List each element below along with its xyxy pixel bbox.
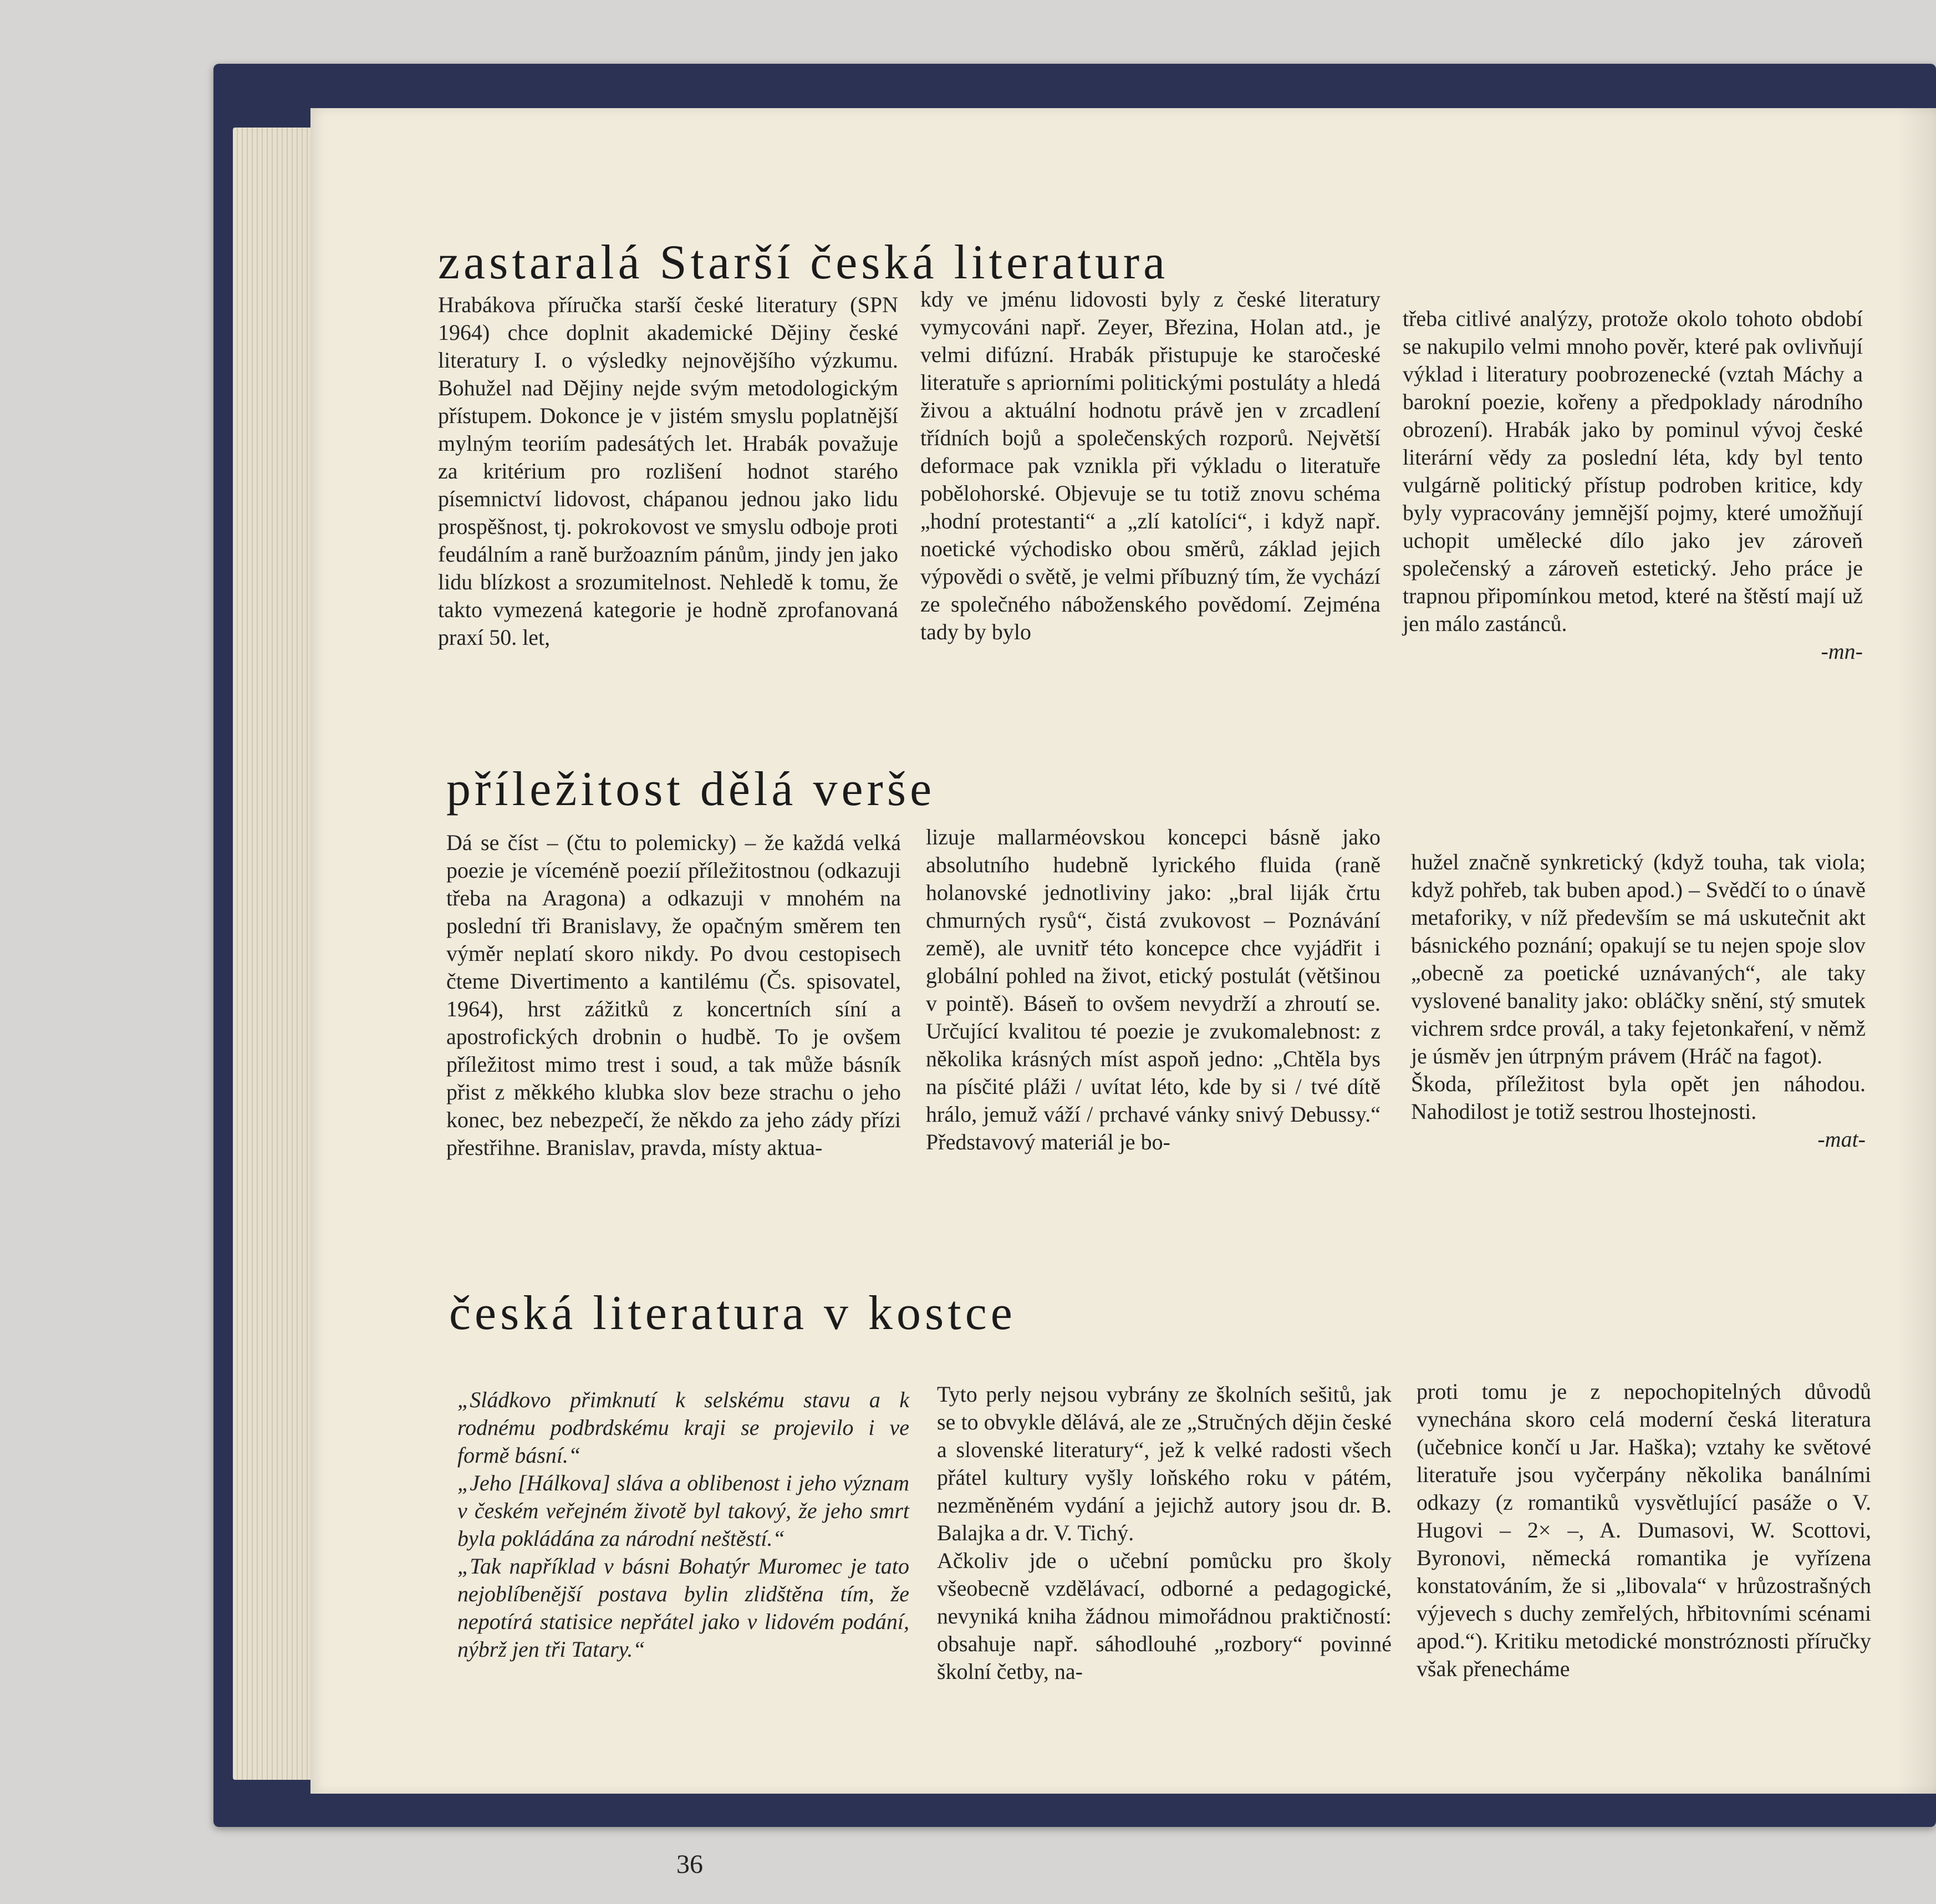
article-3-column-3: proti tomu je z nepochopitelných důvodů vynechána skoro celá moderní česká literatura (učebnice končí u Jar. Haška); vztahy ke světové literatuře jsou vyčerpány několika banálními odkazy (z romantiků vysvětlující pasáže o V. Hugovi – 2× –, A. Dumasovi, W. Scottovi, Byronovi, německá romantika je vyřízena konstatováním, že si „libovala“ v hrůzostrašných výjevech s duchy zemřelých, hřbitovními scénami apod.“). Kritiku metodické monstróznosti příručky však přenecháme	[1417, 1379, 1871, 1681]
book-page	[310, 108, 1936, 1879]
article-2-column-1: Dá se číst – (čtu to polemicky) – že každá velká poezie je víceméně poezií příležitostnou (odkazuji třeba na Aragona) a odkazuji v mnohém na poslední tři Branislavy, že opačným směrem ten výměr neplatí skoro nikdy. Po dvou cestopisech čteme Divertimento a kantilému (Čs. spisovatel, 1964), hrst zážitků z koncertních síní a apostrofických drobnin o hudbě. To je ovšem příležitost mimo trest i soud, a tak může básník přist z měkkého klubka slov beze strachu o jeho konec, bez nebezpečí, že někdo za jeho zády přízi přestřihne. Branislav, pravda, místy aktua-	[446, 830, 901, 1160]
article-title-3: česká literatura v kostce	[449, 1286, 1016, 1340]
article-3-column-2: Tyto perly nejsou vybrány ze školních sešitů, jak se to obvykle dělává, ale ze „Stručných dějin české a slovenské literatury“, jež k velké radosti všech přátel kultury vyšly loňského roku v pátém, nezměněném vydání a jejichž autory jsou dr. B. Balajka a dr. V. Tichý. Ačkoliv jde o učební pomůcku pro školy všeobecně vzdělávací, odborné a pedagogické, nevyniká kniha žádnou mimořádnou praktičností: obsahuje např. sáhodlouhé „rozbory“ povinné školní četby, na-	[937, 1382, 1392, 1684]
article-1-column-3-text: třeba citlivé analýzy, protože okolo tohoto období se nakupilo velmi mnoho pověr, které pak ovlivňují výklad i literatury poobrozenecké (vztah Máchy a barokní poezie, kořeny a předpoklady národního obrození). Hrabák jako by pominul vývoj české literární vědy za poslední léta, kdy byl tento vulgárně politický přístup podroben kritice, kdy byly vypracovány jemnější pojmy, které umožňují uchopit umělecké dílo jako jev zároveň společenský a zároveň estetický. Jeho práce je trapnou připomínkou metod, které na štěstí mají už jen málo zastánců.	[1403, 306, 1863, 636]
article-1-column-2: kdy ve jménu lidovosti byly z české literatury vymycováni např. Zeyer, Březina, Holan atd., je velmi difúzní. Hrabák přistupuje ke staročeské literatuře s apriorními politickými postuláty a hledá živou a aktuální hodnotu právě jen v zrcadlení třídních bojů a společenských rozporů. Největší deformace pak vznikla při výkladu o literatuře pobělohorské. Objevuje se tu totiž znovu schéma „hodní protestanti“ a „zlí katolíci“, i když např. noetické východisko obou směrů, základ jejich výpovědi o světě, je velmi příbuzný tím, že vychází ze společného náboženského povědomí. Zejména tady by bylo	[920, 287, 1380, 644]
article-title-1: zastaralá Starší česká literatura	[438, 236, 1169, 289]
article-1-column-3	[1403, 277, 1863, 693]
page-gutter-shadow	[1897, 108, 1936, 1794]
article-2-column-3-text: hužel značně synkretický (když touha, tak viola; když pohřeb, tak buben apod.) – Svědčí to o únavě metaforiky, v níž především se má uskutečnit akt básnického poznání; opakují se tu nejen spoje slov „obecně za poetické uznávaných“, ale taky vyslovené banality jako: obláčky snění, stý smutek vichrem srdce provál, a taky fejetonkaření, v němž je úsměv jen útrpným právem (Hráč na fagot). Škoda, příležitost byla opět jen náhodou. Nahodilost je totiž sestrou lhostejnosti.	[1411, 849, 1866, 1124]
article-2-column-2: lizuje mallarméovskou koncepci básně jako absolutního hudebně lyrického fluida (raně holanovské jednotliviny jako: „bral liják črtu chmurných rysů“, čistá zvukovost – Poznávání země), ale uvnitř této koncepce chce vyjádřit i globální pohled na život, etický postulát (většinou v pointě). Báseň to ovšem nevydrží a zhroutí se. Určující kvalitou té poezie je zvukomalebnost: z několika krásných míst aspoň jedno: „Chtěla bys na písčité pláži / uvítat léto, kde by si / tvé dítě hrálo, jemuž váží / prchavé vánky snivý Debussy.“ Představový materiál je bo-	[926, 824, 1380, 1154]
article-2-column-3	[1411, 821, 1866, 1181]
article-2-signature: -mat-	[1817, 1127, 1866, 1152]
page-number: 36	[676, 1850, 703, 1879]
article-title-2: příležitost dělá verše	[446, 762, 936, 816]
article-1-signature: -mn-	[1821, 639, 1863, 664]
article-1-column-1: Hrabákova příručka starší české literatury (SPN 1964) chce doplnit akademické Dějiny české literatury I. o výsledky nejnovějšího výzkumu. Bohužel nad Dějiny nejde svým metodologickým přístupem. Dokonce je v jistém smyslu poplatnější mylným teoriím padesátých let. Hrabák považuje za kritérium pro rozlišení hodnot starého písemnictví lidovost, chápanou jednou jako lidu prospěšnost, tj. pokrokovost ve smyslu odboje proti feudálním a raně buržoazním pánům, jindy jen jako lidu blízkost a srozumitelnost. Nehledě k tomu, že takto vymezená kategorie je hodně zprofanovaná praxí 50. let,	[438, 292, 898, 650]
article-3-column-1: „Sládkovo přimknutí k selskému stavu a k rodnému podbrdskému kraji se projevilo i ve formě básní.“ „Jeho [Hálkova] sláva a oblibenost i jeho význam v českém veřejném životě byl takový, že jeho smrt byla pokládána za národní neštěstí.“ „Tak například v básni Bohatýr Muromec je tato nejoblíbenější postava bylin zlidštěna tím, že nepotírá statisice nepřátel jako v lidovém podání, nýbrž jen tři Tatary.“	[457, 1387, 909, 1662]
